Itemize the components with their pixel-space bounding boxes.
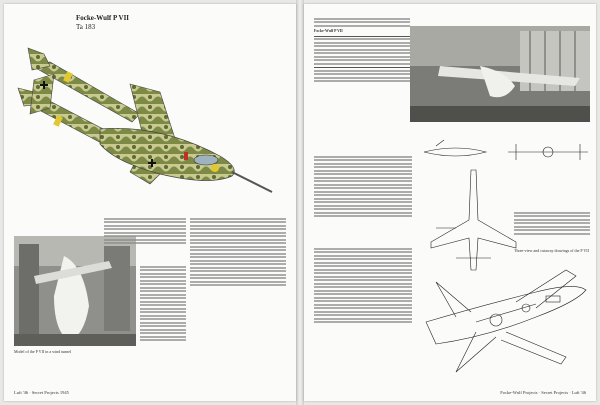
hangar-photo bbox=[410, 26, 590, 122]
left-footer: Luft '46 · Secret Projects 1945 bbox=[14, 390, 69, 395]
spec-intro-text bbox=[314, 18, 410, 27]
spec-table-title: Focke-Wulf P VII bbox=[314, 28, 343, 33]
drawing-caption: Three-view and cutaway drawings of the P VII bbox=[514, 248, 589, 253]
right-footer: Focke-Wulf Projects · Secret Projects · Luft '46 bbox=[500, 390, 586, 395]
article-title-block bbox=[76, 14, 129, 32]
article-subtitle: Ta 183 bbox=[76, 23, 96, 31]
wind-tunnel-caption: Model of the P VII in a wind tunnel bbox=[14, 349, 72, 354]
right-text-col-1 bbox=[314, 154, 412, 219]
right-page bbox=[304, 4, 596, 401]
left-text-col-1b bbox=[140, 264, 186, 343]
left-page bbox=[4, 4, 296, 401]
left-text-col-2 bbox=[190, 216, 286, 288]
spec-table bbox=[314, 16, 410, 84]
drawing-caption-lines bbox=[514, 210, 590, 236]
aircraft-illustration bbox=[10, 44, 280, 204]
left-text-col-1 bbox=[104, 216, 186, 246]
right-text-col-2 bbox=[314, 246, 412, 325]
book-gutter bbox=[296, 0, 304, 405]
cutaway-drawing bbox=[416, 262, 592, 382]
three-view-drawing bbox=[416, 130, 592, 280]
spec-rows bbox=[314, 38, 410, 65]
article-title: Focke-Wulf P VII bbox=[76, 14, 130, 22]
wind-tunnel-photo bbox=[14, 236, 136, 346]
spec-rows-2 bbox=[314, 70, 410, 83]
